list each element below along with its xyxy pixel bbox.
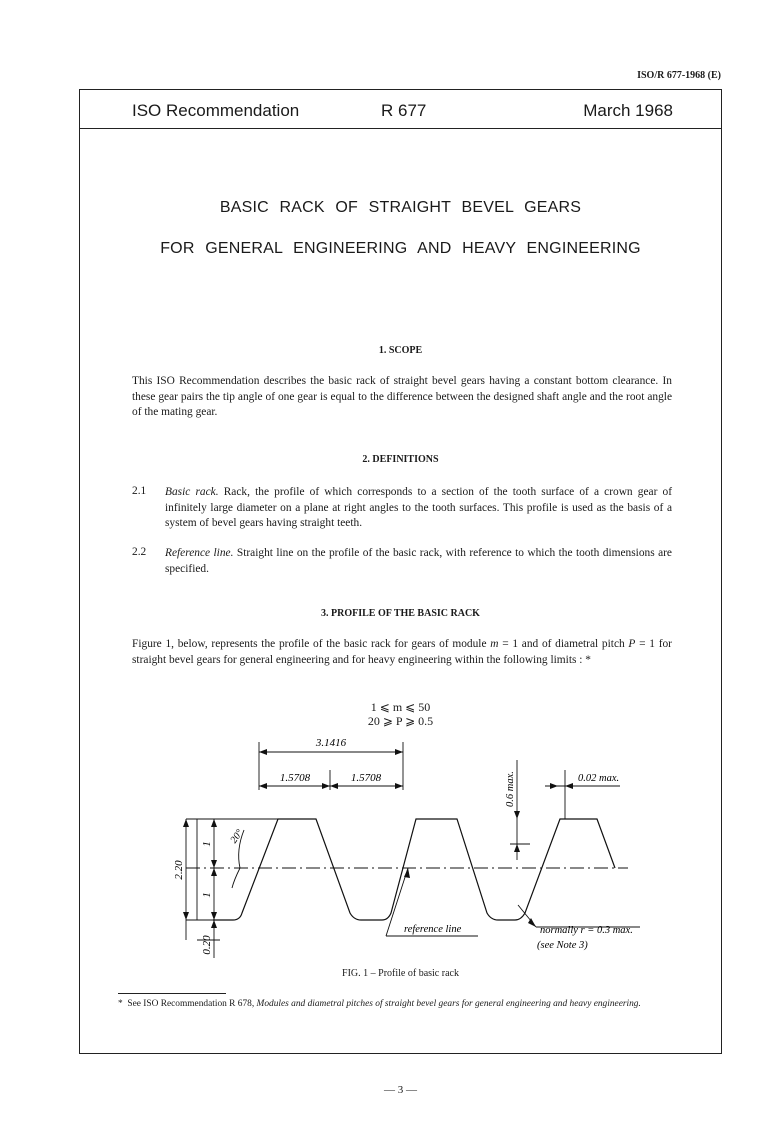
- header-organization: ISO Recommendation: [132, 101, 300, 120]
- section-3-text: Figure 1, below, represents the profile of the basic rack for gears of module m = 1 and of diametral pitch P = 1 for straight bevel gears for general engineering and for heavy engineering within the following limits : *: [132, 638, 672, 666]
- dim-half-pitch-a: 1.5708: [279, 772, 311, 784]
- section-2-heading: 2. DEFINITIONS: [362, 454, 439, 465]
- dim-half-pitch-b: 1.5708: [350, 772, 382, 784]
- document-reference: ISO/R 677-1968 (E): [637, 70, 721, 81]
- dim-pitch: 3.1416: [315, 737, 347, 749]
- page-number: — 3 —: [384, 1084, 417, 1096]
- radius-note-label: (see Note 3): [537, 940, 588, 951]
- definition-term: Basic rack.: [165, 486, 219, 498]
- dim-clearance: 0.20: [201, 935, 213, 955]
- referenced-title: Modules and diametral pitches of straight bevel gears for general engineering and heavy engineering.: [256, 999, 641, 1009]
- dim-pressure-angle: 20°: [228, 827, 246, 846]
- dim-total-depth: 2.20: [173, 860, 185, 880]
- section-3-heading: 3. PROFILE OF THE BASIC RACK: [321, 608, 480, 619]
- definition-number: 2.2: [132, 546, 147, 558]
- section-1-heading: 1. SCOPE: [378, 345, 423, 356]
- dim-dedendum: 1: [201, 892, 213, 898]
- reference-line-label: reference line: [404, 924, 462, 935]
- header-date: March 1968: [583, 101, 673, 120]
- definition-number: 2.1: [132, 485, 147, 497]
- definition-body: Rack, the profile of which corresponds to a section of the tooth surface of a crown gear of infinitely large diameter on a plane at right angles to the tooth surfaces. This profile is used as the basis of a system of bevel gears having straight teeth.: [165, 486, 672, 529]
- dim-offset-max: 0.02 max.: [578, 773, 620, 784]
- module-limit: 1 ⩽ m ⩽ 50: [370, 700, 431, 714]
- title-line-2: FOR GENERAL ENGINEERING AND HEAVY ENGINEERING: [160, 240, 641, 257]
- definition-body: Straight line on the profile of the basic rack, with reference to which the tooth dimensions are specified.: [165, 547, 672, 575]
- rack-profile: [213, 819, 615, 920]
- dim-addendum: 1: [201, 841, 213, 847]
- header-recommendation-number: R 677: [381, 101, 427, 120]
- radius-label: normally r = 0.3 max.: [540, 925, 633, 936]
- dim-tip-max: 0.6 max.: [505, 771, 516, 807]
- section-1-text: This ISO Recommendation describes the basic rack of straight bevel gears having a constant bottom clearance. In these gear pairs the tip angle of one gear is equal to the difference between the designed shaft angle and the root angle of the mating gear.: [132, 375, 672, 418]
- pitch-limit: 20 ⩾ P ⩾ 0.5: [367, 714, 434, 728]
- figure-caption: FIG. 1 – Profile of basic rack: [342, 968, 459, 979]
- footnote-divider: [118, 993, 226, 994]
- definition-term: Reference line.: [165, 547, 234, 559]
- footnote: * See ISO Recommendation R 678, Modules and diametral pitches of straight bevel gears for general engineering and heavy engineering.: [118, 999, 641, 1009]
- title-line-1: BASIC RACK OF STRAIGHT BEVEL GEARS: [219, 199, 582, 216]
